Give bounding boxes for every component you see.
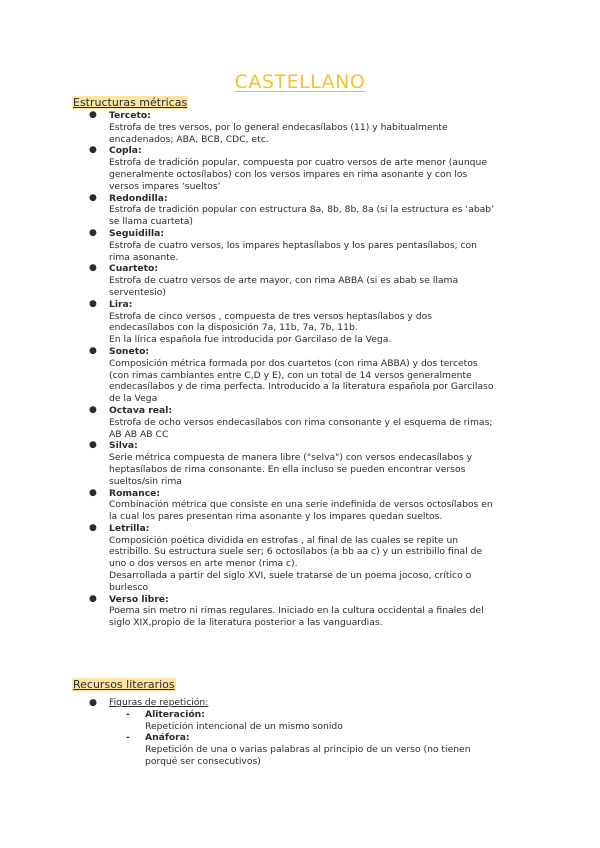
term-name: Letrilla:: [109, 522, 150, 534]
bullet-icon: ●: [89, 345, 97, 356]
term-description: Repetición intencional de un mismo sonido: [145, 720, 343, 732]
list-item: [72, 594, 532, 629]
list-item: [72, 697, 532, 709]
term-name: Copla:: [109, 145, 142, 157]
bullet-icon: ●: [89, 440, 97, 451]
bullet-icon: ●: [89, 145, 97, 156]
page-title: CASTELLANO: [234, 71, 366, 93]
term-name: Octava real:: [109, 404, 173, 416]
list-item: [72, 488, 532, 523]
bullet-icon: ●: [89, 227, 97, 238]
figure-category-label: Figuras de repetición:: [109, 697, 209, 708]
bullet-icon: ●: [89, 487, 97, 498]
section-heading-metric-structures: Estructuras métricas: [73, 96, 188, 109]
list-item: [72, 193, 532, 228]
term-description: Estrofa de cuatro versos de arte mayor, con rima ABBA (si es abab se llama serventesio): [109, 275, 459, 298]
term-name: Redondilla:: [109, 192, 168, 204]
dash-icon: -: [126, 732, 130, 744]
dash-icon: -: [126, 708, 130, 720]
literary-resources-list: [72, 697, 532, 768]
term-description: Estrofa de tradición popular con estructura 8a, 8b, 8b, 8a (si la estructura es ‘abab’ se llama cuarteta): [109, 204, 495, 228]
term-description: Estrofa de tres versos, por lo general endecasílabos (11) y habitualmente encadenados; ABA, BCB, CDC, etc.: [109, 121, 448, 145]
list-item: [72, 523, 532, 594]
term-name: Lira:: [109, 298, 133, 310]
sub-list-item: [72, 732, 532, 767]
bullet-icon: ●: [89, 263, 97, 274]
term-name: Cuarteto:: [109, 263, 159, 275]
term-description: Composición poética dividida en estrofas , al final de las cuales se repite un estribillo. Su estructura suele ser; 6 octosílabos (a bb aa c) y un estribillo final de uno o dos versos en arte menor (rima c). Desarrollada a partir del siglo XVI, suele tratarse de un poema jocoso, crítico o burlesco: [109, 534, 483, 593]
term-description: Estrofa de ocho versos endecasílabos con rima consonante y el esquema de rimas; AB AB AB CC: [109, 416, 493, 440]
list-item: [72, 346, 532, 405]
term-name: Romance:: [109, 487, 161, 499]
list-item: [72, 110, 532, 145]
term-name: Anáfora:: [145, 732, 190, 744]
term-name: Silva:: [109, 440, 138, 452]
term-name: Terceto:: [109, 110, 151, 121]
term-description: Composición métrica formada por dos cuartetos (con rima ABBA) y dos tercetos (con rimas cambiantes entre C,D y E), con un total de 14 versos generalmente endecasílabos y de rima perfecta. Introducido a la literatura española por Garcilaso de la Vega: [109, 357, 494, 405]
section-heading-literary-resources: Recursos literarios: [73, 678, 175, 691]
term-description: Combinación métrica que consiste en una serie indefinida de versos octosílabos en la cual los pares presentan rima asonante y los impares quedan sueltos.: [109, 499, 493, 523]
term-name: Verso libre:: [109, 593, 169, 605]
bullet-icon: ●: [89, 298, 97, 309]
term-name: Soneto:: [109, 345, 150, 357]
term-name: Seguidilla:: [109, 227, 165, 239]
bullet-icon: ●: [89, 192, 97, 203]
list-item: [72, 405, 532, 440]
metric-structures-list: [72, 110, 532, 629]
sub-list-item: [72, 709, 532, 733]
term-description: Serie métrica compuesta de manera libre ("selva") con versos endecasílabos y heptasílabos de rima consonante. En ella incluso se pueden encontrar versos sueltos/sin rima: [109, 452, 473, 487]
list-item: [72, 299, 532, 346]
bullet-icon: ●: [89, 593, 97, 604]
term-description: Estrofa de tradición popular, compuesta por cuatro versos de arte menor (aunque generalmente octosílabos) con los versos impares en rima asonante y con los versos impares ‘sueltos’: [109, 157, 487, 192]
term-description: Repetición de una o varias palabras al principio de un verso (no tienen porqué ser consecutivos): [145, 744, 471, 767]
term-description: Poema sin metro ni rimas regulares. Iniciado en la cultura occidental a finales del siglo XIX,propio de la literatura posterior a las vanguardias.: [109, 605, 484, 629]
list-item: [72, 263, 532, 298]
list-item: [72, 145, 532, 192]
bullet-icon: ●: [89, 110, 97, 120]
term-description: Estrofa de cinco versos , compuesta de tres versos heptasílabos y dos endecasílabos con la disposición 7a, 11b, 7a, 7b, 11b. En la lírica española fue introducida por Garcilaso de la Vega.: [109, 310, 433, 346]
term-name: Aliteración:: [145, 708, 205, 720]
list-item: [72, 440, 532, 487]
list-item: [72, 228, 532, 263]
term-description: Estrofa de cuatro versos, los impares heptasílabos y los pares pentasílabos, con rima asonante.: [109, 239, 477, 263]
bullet-icon: ●: [89, 697, 98, 708]
bullet-icon: ●: [89, 522, 97, 533]
bullet-icon: ●: [89, 404, 97, 415]
